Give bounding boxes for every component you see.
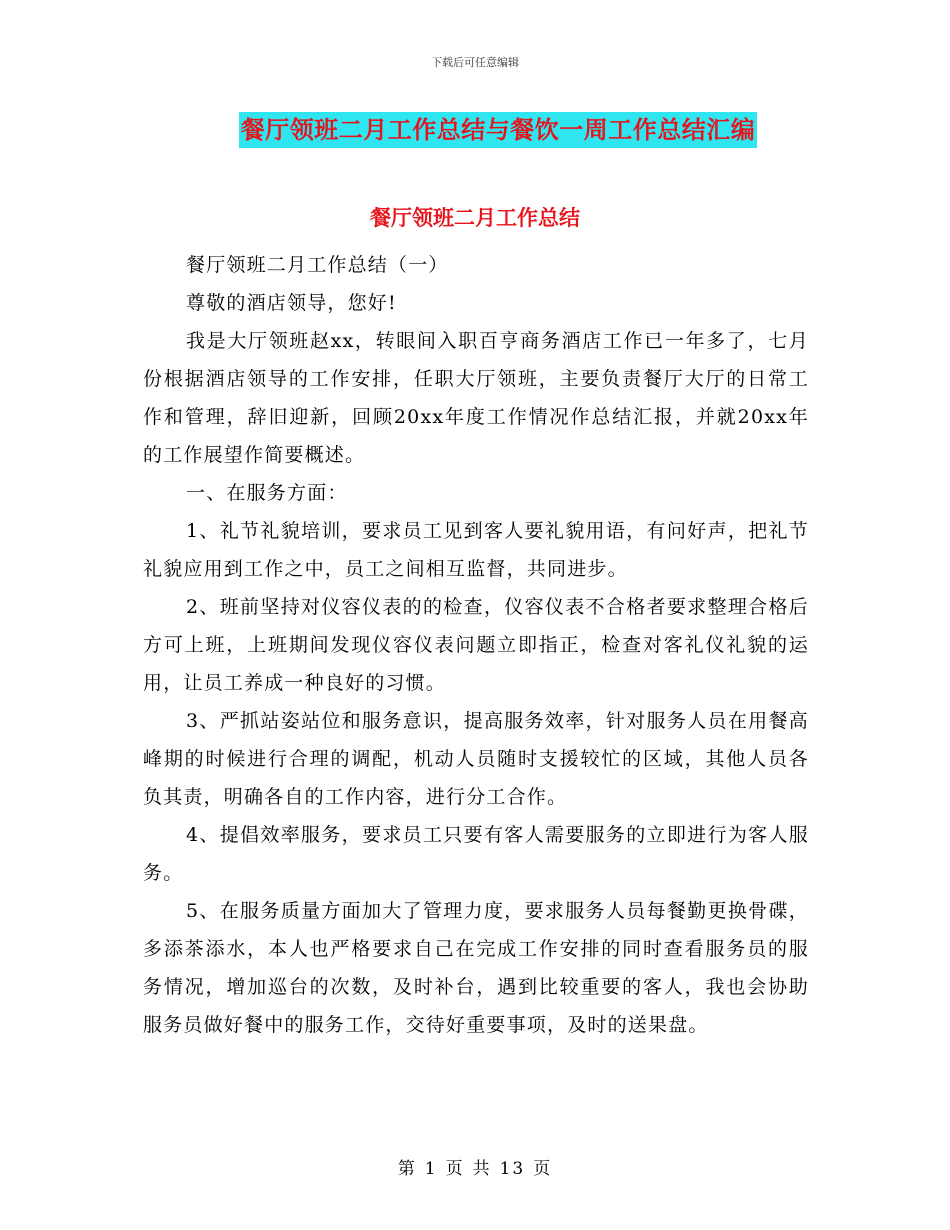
paragraph-item-5: 5、在服务质量方面加大了管理力度，要求服务人员每餐勤更换骨碟，多添茶添水，本人也严格要求自己在完成工作安排的同时查看服务员的服务情况，增加巡台的次数，及时补台，遇到比较重要的客人，我也会协助服务员做好餐中的服务工作，交待好重要事项，及时的送果盘。 <box>143 900 809 1036</box>
paragraph-intro: 我是大厅领班赵xx，转眼间入职百亨商务酒店工作已一年多了，七月份根据酒店领导的工作安排，任职大厅领班，主要负责餐厅大厅的日常工作和管理，辞旧迎新，回顾20xx年度工作情况作总结汇报，并就20xx年的工作展望作简要概述。 <box>143 330 809 466</box>
page-label-mid: 页 <box>445 1159 465 1179</box>
page-label-prefix: 第 <box>397 1159 417 1179</box>
page-number: 1 <box>424 1159 438 1179</box>
total-label: 共 <box>472 1159 492 1179</box>
document-body <box>143 246 809 1044</box>
paragraph-section-heading: 一、在服务方面： <box>186 482 348 504</box>
paragraph-item-2: 2、班前坚持对仪容仪表的的检查，仪容仪表不合格者要求整理合格后方可上班，上班期间发现仪容仪表问题立即指正，检查对客礼仪礼貌的运用，让员工养成一种良好的习惯。 <box>143 596 809 694</box>
total-pages: 13 <box>499 1159 526 1179</box>
main-title-container <box>0 112 950 148</box>
paragraph-item-1: 1、礼节礼貌培训，要求员工见到客人要礼貌用语，有问好声，把礼节礼貌应用到工作之中，员工之间相互监督，共同进步。 <box>143 520 809 580</box>
section-title: 餐厅领班二月工作总结 <box>370 206 580 230</box>
paragraph-heading: 餐厅领班二月工作总结（一） <box>186 254 449 276</box>
header-note: 下载后可任意编辑 <box>431 56 519 69</box>
paragraph-item-3: 3、严抓站姿站位和服务意识，提高服务效率，针对服务人员在用餐高峰期的时候进行合理的调配，机动人员随时支援较忙的区域，其他人员各负其责，明确各自的工作内容，进行分工合作。 <box>143 710 809 808</box>
paragraph-greeting: 尊敬的酒店领导，您好! <box>186 292 397 314</box>
page-footer <box>0 1154 950 1179</box>
main-title: 餐厅领班二月工作总结与餐饮一周工作总结汇编 <box>239 112 758 148</box>
paragraph-item-4: 4、提倡效率服务，要求员工只要有客人需要服务的立即进行为客人服务。 <box>143 824 809 884</box>
page-label-suffix: 页 <box>533 1159 553 1179</box>
